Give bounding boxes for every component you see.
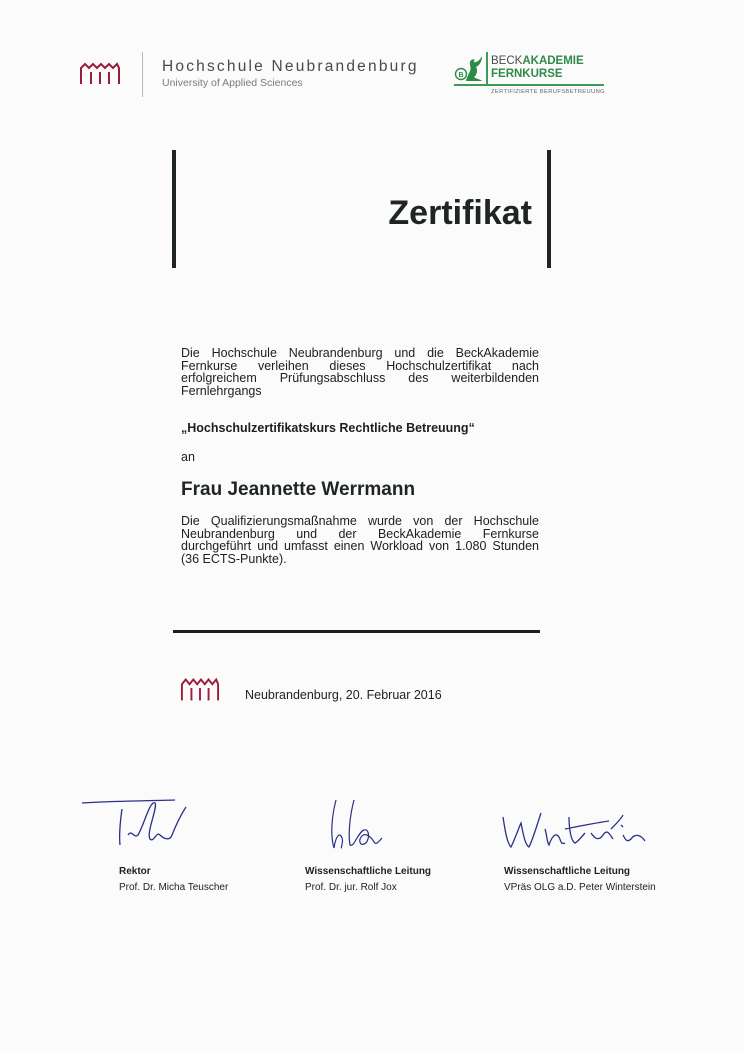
partner-tagline: ZERTIFIZIERTE BERUFSBETREUUNG — [491, 89, 605, 95]
beck-griffin-logo-icon — [454, 55, 484, 83]
signature-jox-icon — [310, 790, 400, 850]
details-paragraph: Die Qualifizierungsmaßnahme wurde von der Hochschule Neubrandenburg und der BeckAkademie Fernkurse durchgeführt und umfasst einen Workload von 1.080 Stunden (36 ECTS-Punkte). — [181, 514, 539, 566]
certificate-title: Zertifikat — [388, 194, 532, 232]
signature-teuscher-icon — [80, 795, 230, 855]
title-bar-left — [172, 150, 176, 268]
header-divider — [142, 52, 143, 97]
signatory-role: Rektor — [119, 866, 151, 877]
preposition: an — [181, 450, 195, 464]
intro-paragraph: Die Hochschule Neubrandenburg und die BeckAkademie Fernkurse verleihen dieses Hochschulzertifikat nach erfolgreichem Prüfungsabschluss des weiterbildenden Fernlehrgangs — [181, 346, 539, 398]
signature-winterstein-icon — [495, 800, 655, 860]
partner-underline — [454, 84, 604, 86]
partner-name-bold: AKADEMIE — [522, 55, 584, 67]
partner-name-prefix: BECK — [491, 55, 523, 67]
beck-logo-letter: B — [458, 72, 464, 79]
partner-name-line2: FERNKURSE — [491, 68, 563, 80]
signatory-name: Prof. Dr. Micha Teuscher — [119, 882, 229, 893]
signatory-role: Wissenschaftliche Leitung — [504, 866, 631, 877]
university-subtitle: University of Applied Sciences — [162, 77, 303, 89]
signatory-role: Wissenschaftliche Leitung — [305, 866, 432, 877]
university-name: Hochschule Neubrandenburg — [162, 58, 419, 75]
place-and-date: Neubrandenburg, 20. Februar 2016 — [245, 688, 442, 702]
course-name: „Hochschulzertifikatskurs Rechtliche Betreuung“ — [181, 421, 475, 435]
university-logo-icon — [79, 62, 121, 84]
divider-rule — [173, 630, 540, 633]
title-bar-right — [547, 150, 551, 268]
signatory-name: VPräs OLG a.D. Peter Winterstein — [504, 882, 656, 893]
signatory-name: Prof. Dr. jur. Rolf Jox — [305, 882, 397, 893]
partner-name — [491, 55, 584, 67]
recipient-name: Frau Jeannette Werrmann — [181, 479, 416, 500]
university-logo-small-icon — [180, 677, 220, 701]
partner-divider — [486, 52, 488, 85]
